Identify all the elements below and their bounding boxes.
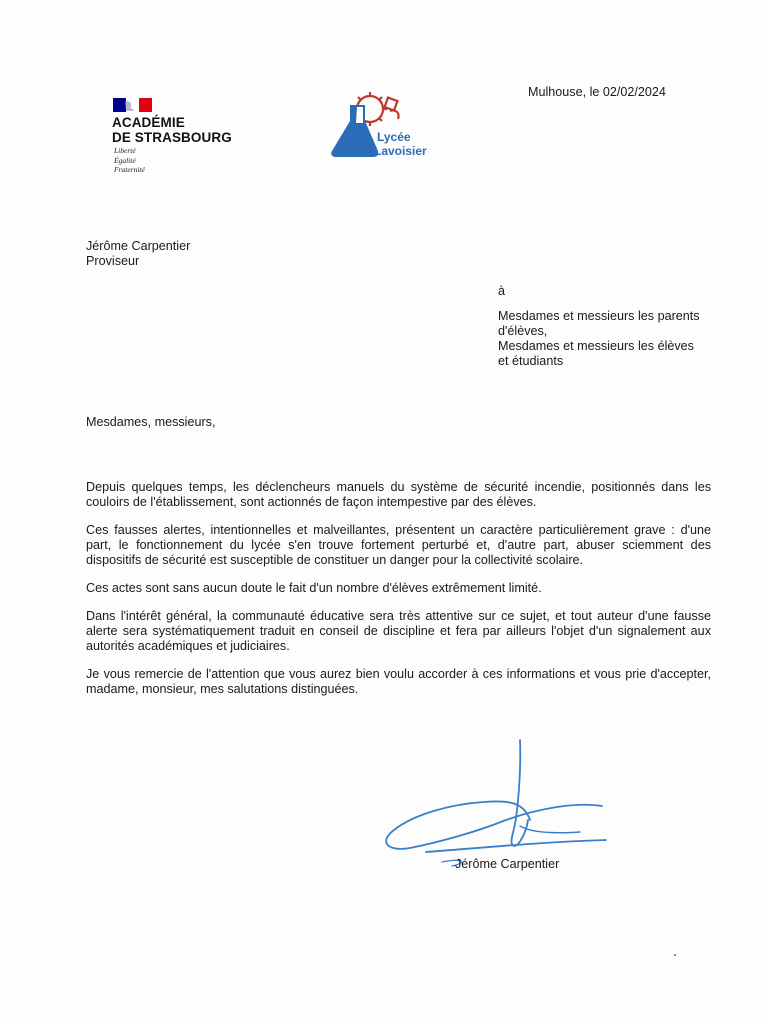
lycee-logo-line1: Lycée [377,130,411,144]
signature-name: Jérôme Carpentier [455,857,560,871]
academie-line1: ACADÉMIE [112,115,185,130]
date-line: Mulhouse, le 02/02/2024 [528,85,666,99]
recipient-line-1: Mesdames et messieurs les parents [498,309,700,323]
recipient-line-3: Mesdames et messieurs les élèves [498,339,694,353]
recipient-line-2: d'élèves, [498,324,548,338]
letter-body [86,480,711,710]
recipient-line-4: et étudiants [498,354,564,368]
recipient-prefix: à [498,284,506,298]
motto-fraternite: Fraternité [114,165,145,174]
paragraph-2: Ces fausses alertes, intentionnelles et malveillantes, présentent un caractère particulièrement grave : d'une part, le fonctionnement du lycée s'en trouve fortement perturbé et, d'autre part, abuser sciemment des dispositifs de sécurité est susceptible de constituer un danger pour la collectivité scolaire. [86,523,711,567]
republic-motto [114,146,145,175]
scan-speck [674,954,676,956]
academie-line2: DE STRASBOURG [112,130,232,145]
paragraph-3: Ces actes sont sans aucun doute le fait d'un nombre d'élèves extrêmement limité. [86,581,542,595]
motto-liberte: Liberté [114,146,136,155]
paragraph-1: Depuis quelques temps, les déclencheurs manuels du système de sécurité incendie, positionnés dans les couloirs de l'établissement, sont actionnés de façon intempestive par des élèves. [86,480,711,509]
salutation: Mesdames, messieurs, [86,415,216,429]
lycee-lavoisier-logo [330,89,436,161]
paragraph-5: Je vous remercie de l'attention que vous aurez bien voulu accorder à ces informations et vous prie d'accepter, madame, monsieur, mes salutations distinguées. [86,667,711,696]
recipients-block [498,309,728,369]
paragraph-4: Dans l'intérêt général, la communauté éducative sera très attentive sur ce sujet, et tout auteur d'une fausse alerte sera systématiquement traduit en conseil de discipline et fera par ailleurs l'objet d'un signalement aux autorités académiques et judiciaires. [86,609,711,653]
motto-egalite: Égalité [114,155,136,165]
sender-name: Jérôme Carpentier [86,239,191,253]
academie-name [112,115,232,145]
sender-title: Proviseur [86,254,140,268]
sender-block [86,239,190,269]
marianne-flag-logo [113,98,152,112]
lycee-logo-line2: Lavoisier [374,144,427,158]
